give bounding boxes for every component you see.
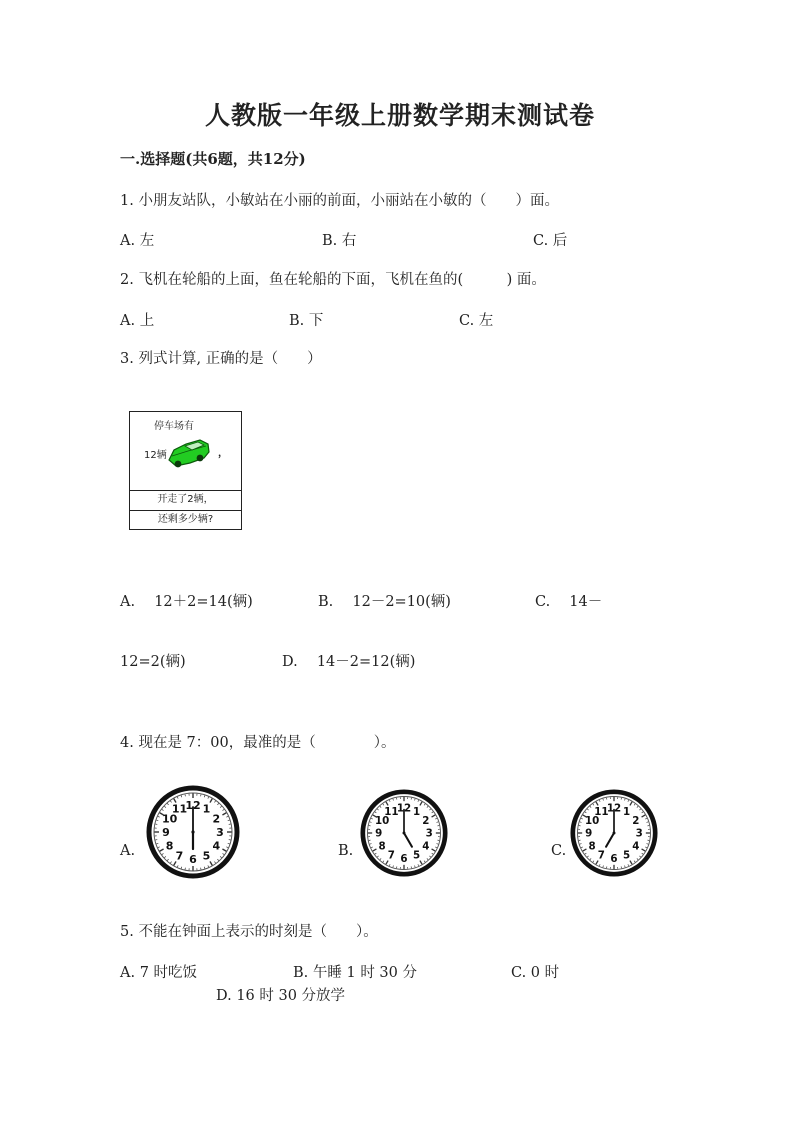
q4-option-c: C.: [551, 843, 567, 859]
clock-c: [570, 789, 658, 877]
green-car-icon: [166, 436, 212, 470]
figure-text-line3: 开走了2辆，: [130, 490, 241, 511]
parking-lot-figure: [129, 411, 242, 530]
q3-option-d: D. 14－2=12(辆): [282, 654, 416, 670]
q4-option-a: A.: [120, 843, 136, 859]
q1-option-a: A. 左: [120, 233, 155, 249]
clock-number: 4: [212, 839, 221, 853]
clock-number: 9: [375, 827, 383, 840]
question-4: 4. 现在是 7：00，最准的是（ ）。: [120, 735, 396, 751]
clock-number: 10: [161, 812, 178, 826]
clock-number: 7: [175, 849, 184, 863]
clock-number: 4: [422, 840, 430, 853]
clock-number: 6: [610, 853, 618, 866]
clock-number: 6: [189, 853, 197, 866]
clock-b: [360, 789, 448, 877]
clock-number: 3: [635, 827, 643, 840]
clock-number: 3: [425, 827, 433, 840]
q3-option-a: A. 12＋2=14(辆): [120, 594, 253, 610]
clock-center: [403, 832, 406, 835]
question-5: 5. 不能在钟面上表示的时刻是（ ）。: [120, 924, 378, 940]
clock-number: 11: [384, 805, 399, 818]
clock-a: [146, 785, 240, 879]
clock-number: 1: [413, 805, 421, 818]
q3-option-c: C. 14－: [535, 594, 603, 610]
clock-number: 1: [623, 805, 631, 818]
q3-option-c-continued: 12=2(辆): [120, 654, 186, 670]
clock-number: 2: [422, 815, 430, 828]
q2-option-a: A. 上: [120, 313, 155, 329]
q5-option-b: B. 午睡 1 时 30 分: [293, 965, 417, 981]
q5-option-d: D. 16 时 30 分放学: [216, 988, 346, 1004]
q1-option-c: C. 后: [533, 233, 568, 249]
clock-number: 5: [202, 849, 211, 863]
clock-number: 12: [396, 802, 412, 815]
q2-option-b: B. 下: [289, 313, 324, 329]
clock-number: 8: [588, 840, 596, 853]
q2-option-c: C. 左: [459, 313, 494, 329]
clock-number: 5: [623, 849, 631, 862]
clock-center: [191, 830, 194, 833]
clock-number: 4: [632, 840, 640, 853]
section-heading: 一.选择题(共6题，共12分): [120, 150, 306, 168]
q5-option-a: A. 7 时吃饭: [120, 965, 198, 981]
clock-number: 12: [606, 802, 622, 815]
clock-number: 10: [584, 815, 600, 828]
page-title: 人教版一年级上册数学期末测试卷: [204, 101, 595, 130]
question-3: 3. 列式计算, 正确的是（ ）: [120, 351, 322, 367]
clock-number: 12: [185, 799, 201, 812]
clock-number: 9: [162, 826, 170, 839]
figure-text-line4: 还剩多少辆?: [157, 514, 214, 525]
clock-number: 2: [212, 812, 221, 826]
clock-number: 6: [400, 853, 408, 866]
clock-center: [613, 832, 616, 835]
question-2: 2. 飞机在轮船的上面，鱼在轮船的下面，飞机在鱼的( ) 面。: [120, 272, 546, 288]
clock-number: 7: [597, 849, 605, 862]
clock-number: 9: [585, 827, 593, 840]
figure-text-line2: 12辆: [144, 450, 167, 461]
q4-option-b: B.: [338, 843, 354, 859]
clock-number: 5: [413, 849, 421, 862]
q5-option-c: C. 0 时: [511, 965, 560, 981]
clock-number: 10: [374, 815, 390, 828]
clock-number: 3: [216, 826, 224, 839]
clock-number: 7: [387, 849, 395, 862]
clock-number: 1: [202, 802, 211, 816]
figure-text-line1: 停车场有: [154, 421, 194, 432]
question-1: 1. 小朋友站队，小敏站在小丽的前面，小丽站在小敏的（ ）面。: [120, 193, 559, 209]
q1-option-b: B. 右: [322, 233, 357, 249]
q3-option-b: B. 12－2=10(辆): [318, 594, 451, 610]
clock-number: 8: [165, 839, 174, 853]
clock-number: 8: [378, 840, 386, 853]
figure-top-cell: [130, 412, 241, 491]
clock-number: 11: [171, 802, 188, 816]
clock-number: 2: [632, 815, 640, 828]
clock-number: 11: [594, 805, 609, 818]
figure-comma: ，: [218, 448, 228, 459]
